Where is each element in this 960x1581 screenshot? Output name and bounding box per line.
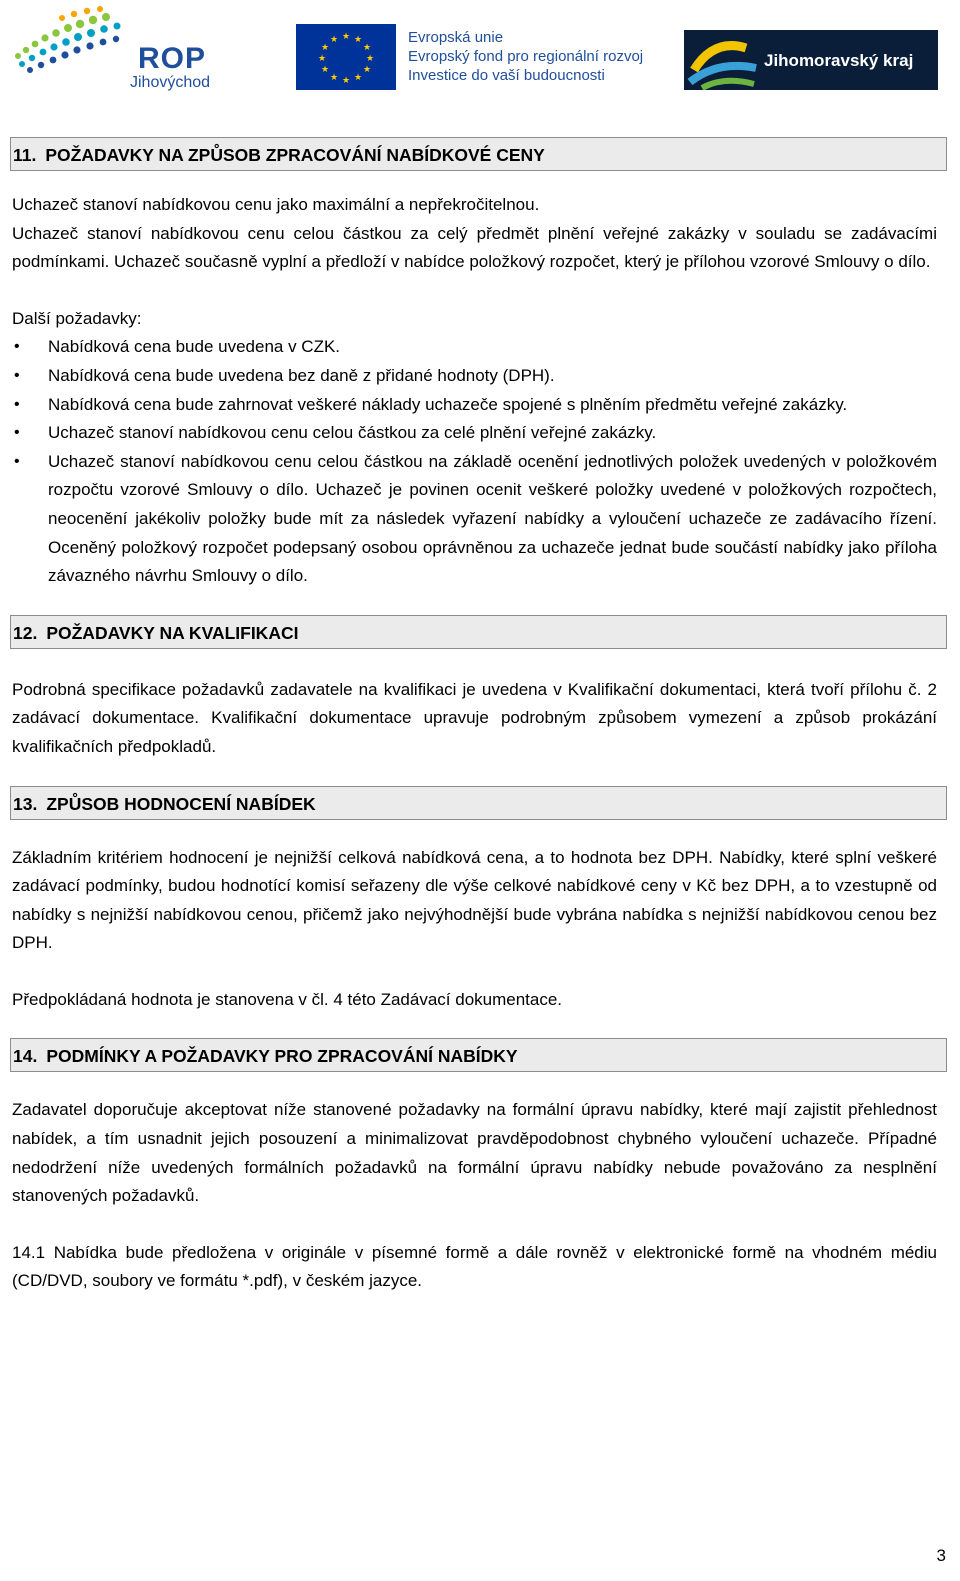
further-requirements-label: Další požadavky: (12, 308, 142, 328)
section-11-heading (10, 137, 947, 171)
eu-line: Evropský fond pro regionální rozvoj (408, 48, 644, 65)
eu-line: Evropská unie (408, 29, 504, 46)
svg-text:★: ★ (320, 65, 330, 75)
section-14-paragraph: 14.1 Nabídka bude předložena v originále v písemné formě a dále rovněž v elektronické formě na vhodném médiu (CD/DVD, soubory ve formátu *.pdf), v českém jazyce. (12, 1242, 937, 1291)
region-emblem-icon (684, 30, 764, 90)
svg-text:★: ★ (341, 32, 351, 42)
section-number: 13. (13, 793, 38, 814)
list-item: • Nabídková cena bude uvedena v CZK. (12, 333, 937, 362)
eu-line: Investice do vaší budoucnosti (408, 67, 605, 84)
list-item: • Nabídková cena bude uvedena bez daně z přidané hodnoty (DPH). (12, 362, 937, 391)
eu-flag-icon (296, 24, 396, 90)
section-number: 11. (13, 145, 37, 165)
section-12-heading (10, 615, 947, 649)
region-logo-text: Jihomoravský kraj (764, 51, 914, 70)
section-number: 12. (13, 622, 38, 643)
document-body (12, 137, 937, 1296)
rop-logo-subtitle: Jihovýchod (130, 74, 211, 91)
page-number: 3 (936, 1546, 946, 1565)
section-number: 14. (13, 1046, 38, 1067)
list-item: • Uchazeč stanoví nabídkovou cenu celou částkou za celé plnění veřejné zakázky. (12, 419, 937, 448)
rop-logo (10, 6, 225, 92)
header-logos (0, 0, 960, 100)
svg-text:★: ★ (353, 73, 363, 83)
svg-text:★: ★ (317, 54, 327, 64)
svg-text:★: ★ (341, 76, 351, 86)
section-12-paragraph: Podrobná specifikace požadavků zadavatele na kvalifikaci je uvedena v Kvalifikační dokumentaci, která tvoří přílohu č. 2 zadávací dokumentace. Kvalifikační dokumentace upravuje podrobným způsobem vymezení a způsob prokázání kvalifikačních předpokladů. (12, 679, 937, 756)
rop-dots-icon (10, 6, 130, 76)
svg-text:★: ★ (362, 65, 372, 75)
svg-text:★: ★ (329, 35, 339, 45)
svg-text:★: ★ (353, 35, 363, 45)
svg-text:★: ★ (320, 43, 330, 53)
section-11-paragraph: Uchazeč stanoví nabídkovou cenu jako maximální a nepřekročitelnou. (12, 195, 540, 214)
section-13-heading (10, 786, 947, 820)
section-14-paragraph: Zadavatel doporučuje akceptovat níže stanovené požadavky na formální úpravu nabídky, které mají zajistit přehlednost nabídek, a tím usnadnit jejich posouzení a minimalizovat pravděpodobnost chybného vyloučení uchazeče. Případné nedodržení níže uvedených formálních požadavků na formální úpravu nabídky nebude považováno za nesplnění stanovených požadavků. (12, 1100, 937, 1206)
requirements-list (12, 333, 937, 590)
section-title: PODMÍNKY A POŽADAVKY PRO ZPRACOVÁNÍ NABÍDKY (46, 1046, 518, 1067)
list-item: • Nabídková cena bude zahrnovat veškeré náklady uchazeče spojené s plněním předmětu veřejné zakázky. (12, 391, 937, 420)
region-logo (684, 30, 938, 90)
section-13-paragraph: Předpokládaná hodnota je stanovena v čl. 4 této Zadávací dokumentace. (12, 989, 563, 1009)
rop-logo-text: ROP (138, 42, 207, 75)
svg-text:★: ★ (329, 73, 339, 83)
svg-text:★: ★ (365, 54, 375, 64)
section-11-paragraph: Uchazeč stanoví nabídkovou cenu celou částkou za celý předmět plnění veřejné zakázky v souladu se zadávacími podmínkami. Uchazeč současně vyplní a předloží v nabídce položkový rozpočet, který je přílohou vzorové Smlouvy o dílo. (12, 223, 937, 272)
section-13-paragraph: Základním kritériem hodnocení je nejnižší celková nabídková cena, a to hodnota bez DPH. Nabídky, které splní veškeré zadávací podmínky, budou hodnotící komisí seřazeny dle výše celkové nabídkové ceny v Kč bez DPH, a to vzestupně od nabídky s nejnižší nabídkovou cenou, přičemž jako nejvýhodnější bude vybrána nabídka s nejnižší nabídkovou cenou bez DPH. (12, 847, 937, 953)
eu-funding-text (408, 28, 643, 85)
section-title: ZPŮSOB HODNOCENÍ NABÍDEK (46, 793, 316, 814)
list-item: • Uchazeč stanoví nabídkovou cenu celou částkou na základě ocenění jednotlivých položek uvedených v položkovém rozpočtu vzorové Smlouvy o dílo. Uchazeč je povinen ocenit veškeré položky uvedené v položkových rozpočtech, neocenění jakékoliv položky bude mít za následek vyřazení nabídky a vyloučení uchazeče ze zadávacího řízení. Oceněný položkový rozpočet podepsaný osobou oprávněnou za uchazeče jednat bude součástí nabídky jako příloha závazného návrhu Smlouvy o dílo. (12, 448, 937, 591)
section-14-heading (10, 1038, 947, 1072)
svg-text:★: ★ (362, 43, 372, 53)
section-title: POŽADAVKY NA KVALIFIKACI (46, 622, 299, 643)
section-title: POŽADAVKY NA ZPŮSOB ZPRACOVÁNÍ NABÍDKOVÉ CENY (45, 145, 545, 165)
